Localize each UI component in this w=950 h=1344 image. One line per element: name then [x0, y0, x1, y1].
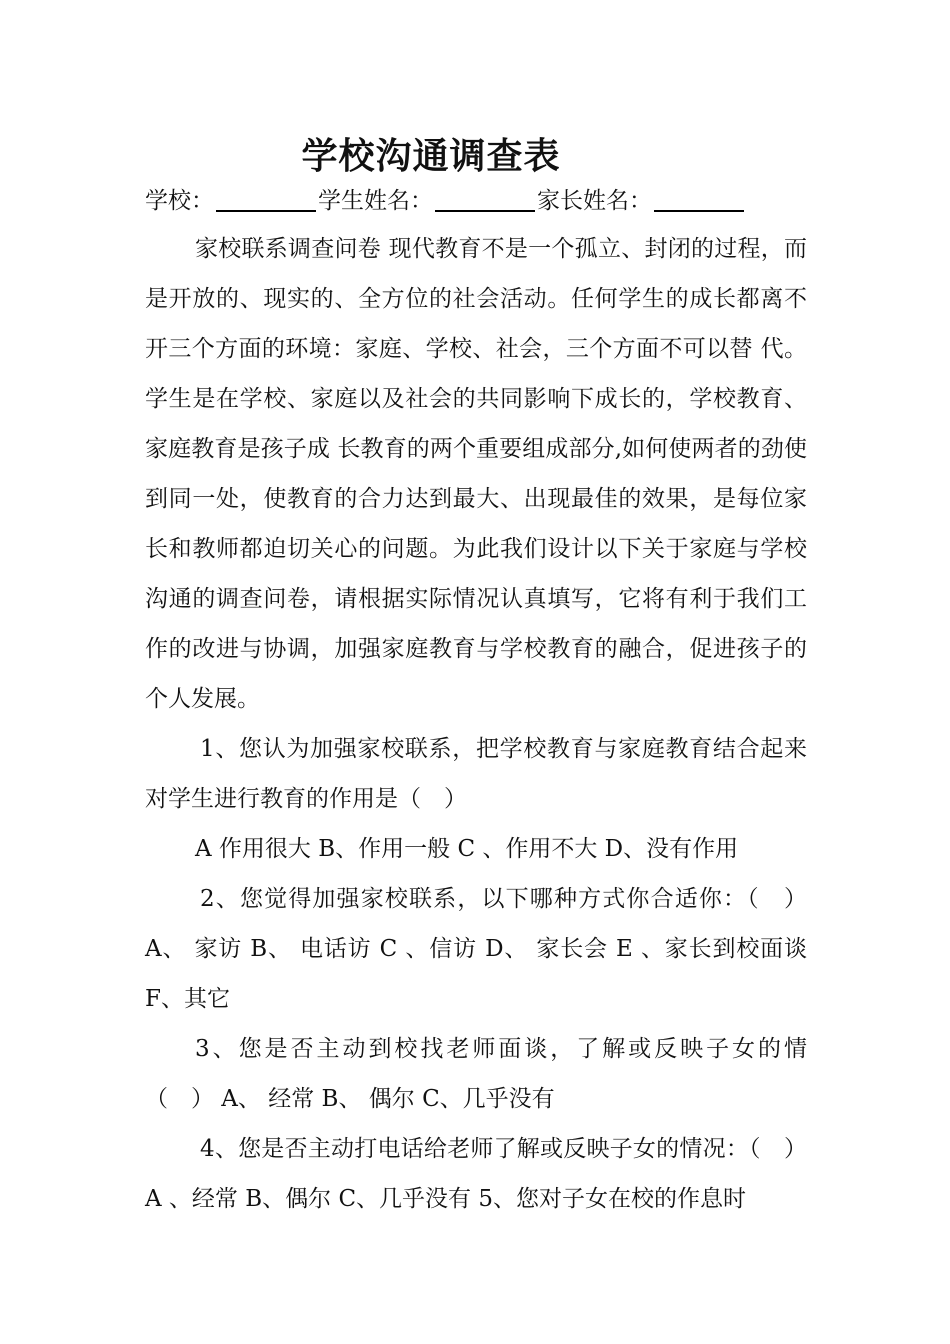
question-1-options: A 作用很大 B、作用一般 C 、作用不大 D、没有作用	[195, 836, 739, 862]
school-label: 学校：	[145, 188, 214, 214]
question-3: 3、您是否主动到校找老师面谈，了解或反映子女的情（ ） A、 经常 B、 偶尔 C、几乎没有	[145, 1036, 807, 1112]
question-2: 2、您觉得加强家校联系，以下哪种方式你合适你：（ ）A、 家访 B、 电话访 C 、信访 D、 家长会 E 、家长到校面谈 F、其它	[145, 886, 807, 1012]
school-blank[interactable]	[216, 184, 316, 212]
question-4: 4、您是否主动打电话给老师了解或反映子女的情况：（ ）A 、经常 B、偶尔 C、几乎没有 5、您对子女在校的作息时	[145, 1136, 807, 1212]
document-body	[145, 224, 807, 1224]
info-fields	[145, 182, 825, 222]
parent-name-blank[interactable]	[654, 184, 744, 212]
document-title: 学校沟通调查表	[301, 135, 561, 177]
student-name-label: 学生姓名：	[318, 188, 433, 214]
student-name-blank[interactable]	[435, 184, 535, 212]
question-1: 1、您认为加强家校联系，把学校教育与家庭教育结合起来对学生进行教育的作用是（ ）	[145, 736, 807, 812]
parent-name-label: 家长姓名：	[537, 188, 652, 214]
intro-paragraph: 家校联系调查问卷 现代教育不是一个孤立、封闭的过程，而是开放的、现实的、全方位的社会活动。任何学生的成长都离不开三个方面的环境：家庭、学校、社会，三个方面不可以替 代。学生是在学校、家庭以及社会的共同影响下成长的，学校教育、家庭教育是孩子成 长教育的两个重要组成部分,如何使两者的劲使到同一处，使教育的合力达到最大、出现最佳的效果，是每位家长和教师都迫切关心的问题。为此我们设计以下关于家庭与学校沟通的调查问卷，请根据实际情况认真填写，它将有利于我们工作的改进与协调，加强家庭教育与学校教育的融合，促进孩子的个人发展。	[145, 236, 807, 712]
